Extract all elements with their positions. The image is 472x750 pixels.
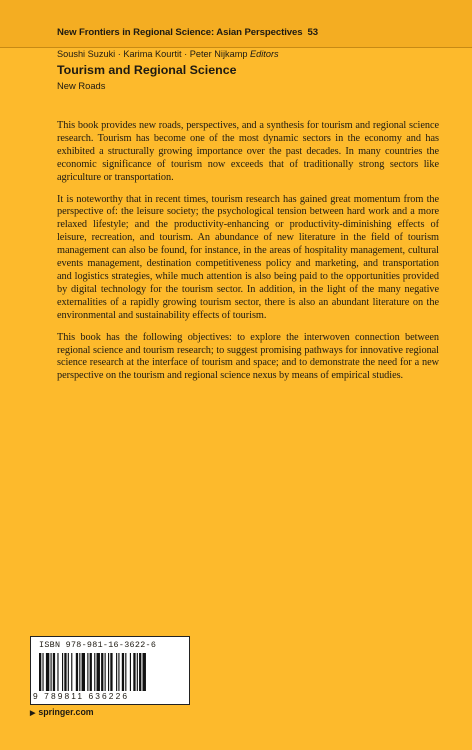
editors-role: Editors [250, 49, 279, 59]
barcode-bar [122, 653, 124, 691]
isbn-text: ISBN 978-981-16-3622-6 [39, 640, 157, 650]
barcode-bar [97, 653, 100, 691]
arrow-icon: ▶ [30, 710, 36, 717]
series-number: 53 [307, 27, 318, 38]
barcode-bar [39, 653, 41, 691]
barcode-bar [105, 653, 106, 691]
barcode-bar [51, 653, 52, 691]
barcode-bar [125, 653, 126, 691]
blurb-paragraph-3: This book has the following objectives: to explore the interwoven connection between regional science and tourism research; to suggest promising pathways for innovative regional science research at the interface of tourism and space; and to demonstrate the need for a new perspective on the tourism and regional science nexus by means of empirical studies. [57, 331, 439, 382]
series-title [57, 27, 318, 38]
barcode-bar [87, 653, 88, 691]
barcode-bar [139, 653, 141, 691]
barcode-bar [42, 653, 43, 691]
book-subtitle: New Roads [57, 80, 106, 91]
barcode-bar [71, 653, 72, 691]
editors-line [57, 49, 279, 59]
blurb-paragraph-2: It is noteworthy that in recent times, tourism research has gained great momentum from the perspective of: the leisure society; the psychological tension between hard work and a more relaxed lifestyle; and the productivity-enhancing or productivity-diminishing effects of leisure, recreation, and tourism. An abundance of new literature in the field of tourism management can also be found, for instance, in the areas of hospitality management, cultural events management, destination competitiveness policy and marketing, and transportation and logistics strategies, while much attention is also being paid to the opportunities provided by digital technology for the tourism sector. In addition, in the light of the many negative externalities of a rapidly growing tourism sector, there is also an abundant literature on the environmental and sustainability effects of tourism. [57, 193, 439, 321]
barcode-bar [64, 653, 66, 691]
editor-names: Soushi Suzuki · Karima Kourtit · Peter Nijkamp [57, 49, 248, 59]
publisher-url: springer.com [38, 707, 94, 717]
barcode-bar [57, 653, 58, 691]
barcode-bar [116, 653, 117, 691]
barcode-bar [118, 653, 119, 691]
barcode-bar [137, 653, 138, 691]
barcode-bars [39, 653, 183, 691]
publisher-link[interactable] [30, 707, 94, 717]
barcode-bar [79, 653, 80, 691]
series-banner [0, 0, 472, 48]
book-title: Tourism and Regional Science [57, 63, 237, 77]
barcode-bar [130, 653, 131, 691]
barcode-bar [46, 653, 49, 691]
barcode-bar [53, 653, 55, 691]
barcode-digits: 9 789811 636226 [33, 691, 130, 701]
barcode-bar [82, 653, 85, 691]
blurb-paragraph-1: This book provides new roads, perspectives, and a synthesis for tourism and regional science research. Tourism has become one of the most dynamic sectors in the economy and has exhibited a structurally growing importance over the past decades. In many countries the economic significance of tourism now exceeds that of traditionally strong sectors like agriculture or transportation. [57, 120, 439, 183]
barcode-bar [133, 653, 135, 691]
barcode-bar [62, 653, 63, 691]
barcode-bar [110, 653, 112, 691]
barcode-bar [68, 653, 69, 691]
barcode-bar [101, 653, 103, 691]
barcode-box [30, 636, 190, 705]
blurb [57, 120, 439, 392]
barcode-bar [90, 653, 92, 691]
barcode-bar [76, 653, 78, 691]
series-name: New Frontiers in Regional Science: Asian Perspectives [57, 27, 303, 38]
barcode-bar [143, 653, 146, 691]
barcode-bar [108, 653, 109, 691]
barcode-bar [94, 653, 95, 691]
